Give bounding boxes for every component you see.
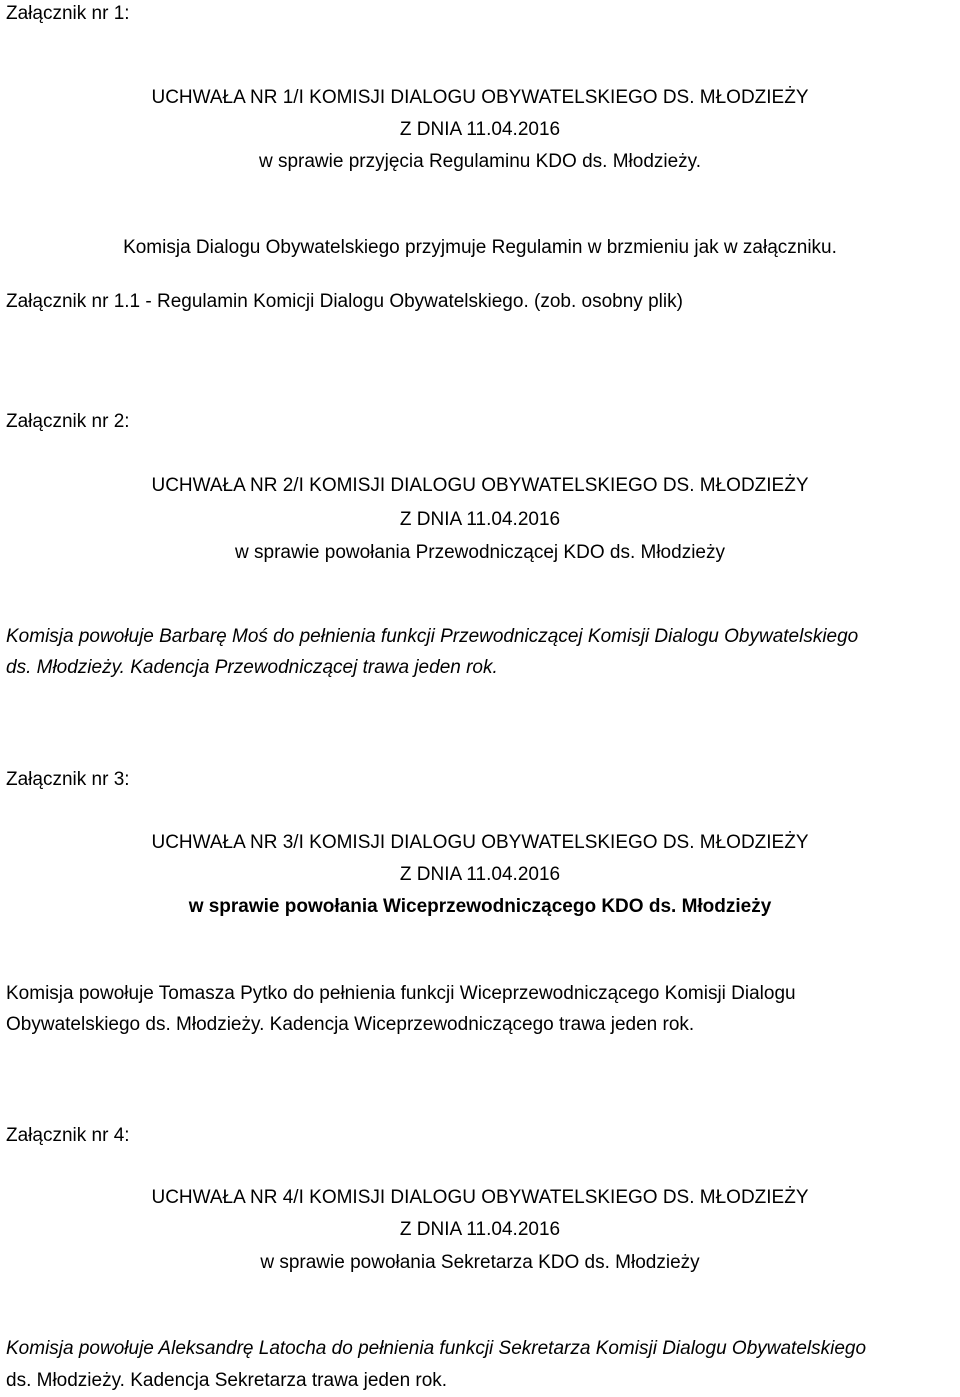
resolution-4-subject: w sprawie powołania Sekretarza KDO ds. Młodzieży	[260, 1252, 700, 1273]
resolution-1-title: UCHWAŁA NR 1/I KOMISJI DIALOGU OBYWATELSKIEGO DS. MŁODZIEŻY	[151, 87, 809, 108]
attachment-4-heading: Załącznik nr 4:	[6, 1125, 130, 1146]
resolution-4-date: Z DNIA 11.04.2016	[399, 1219, 561, 1240]
resolution-2-subject: w sprawie powołania Przewodniczącej KDO ds. Młodzieży	[235, 542, 725, 563]
resolution-3-date: Z DNIA 11.04.2016	[399, 864, 561, 885]
resolution-3-text-line-1: Komisja powołuje Tomasza Pytko do pełnienia funkcji Wiceprzewodniczącego Komisji Dialogu	[6, 983, 796, 1004]
resolution-2-title: UCHWAŁA NR 2/I KOMISJI DIALOGU OBYWATELSKIEGO DS. MŁODZIEŻY	[151, 475, 809, 496]
attachment-2-heading: Załącznik nr 2:	[6, 411, 130, 432]
attachment-1-heading: Załącznik nr 1:	[6, 3, 130, 24]
resolution-3-title: UCHWAŁA NR 3/I KOMISJI DIALOGU OBYWATELSKIEGO DS. MŁODZIEŻY	[151, 832, 809, 853]
resolution-1-subject: w sprawie przyjęcia Regulaminu KDO ds. Młodzieży.	[258, 151, 702, 172]
resolution-3-subject: w sprawie powołania Wiceprzewodniczącego KDO ds. Młodzieży	[188, 896, 772, 917]
resolution-3-text-line-2: Obywatelskiego ds. Młodzieży. Kadencja Wiceprzewodniczącego trawa jeden rok.	[6, 1014, 695, 1035]
resolution-1-note: Załącznik nr 1.1 - Regulamin Komicji Dialogu Obywatelskiego. (zob. osobny plik)	[6, 291, 683, 312]
resolution-2-text-line-2: ds. Młodzieży. Kadencja Przewodniczącej trawa jeden rok.	[6, 657, 498, 678]
resolution-1-date: Z DNIA 11.04.2016	[399, 119, 561, 140]
resolution-2-date: Z DNIA 11.04.2016	[399, 509, 561, 530]
resolution-4-text-line-1: Komisja powołuje Aleksandrę Latocha do pełnienia funkcji Sekretarza Komisji Dialogu Obywatelskiego	[6, 1338, 867, 1359]
resolution-4-text-line-2: ds. Młodzieży. Kadencja Sekretarza trawa jeden rok.	[6, 1370, 448, 1391]
resolution-2-text-line-1: Komisja powołuje Barbarę Moś do pełnienia funkcji Przewodniczącej Komisji Dialogu Obywatelskiego	[6, 626, 859, 647]
attachment-3-heading: Załącznik nr 3:	[6, 769, 130, 790]
resolution-1-text: Komisja Dialogu Obywatelskiego przyjmuje Regulamin w brzmieniu jak w załączniku.	[123, 237, 837, 258]
resolution-4-title: UCHWAŁA NR 4/I KOMISJI DIALOGU OBYWATELSKIEGO DS. MŁODZIEŻY	[151, 1187, 809, 1208]
